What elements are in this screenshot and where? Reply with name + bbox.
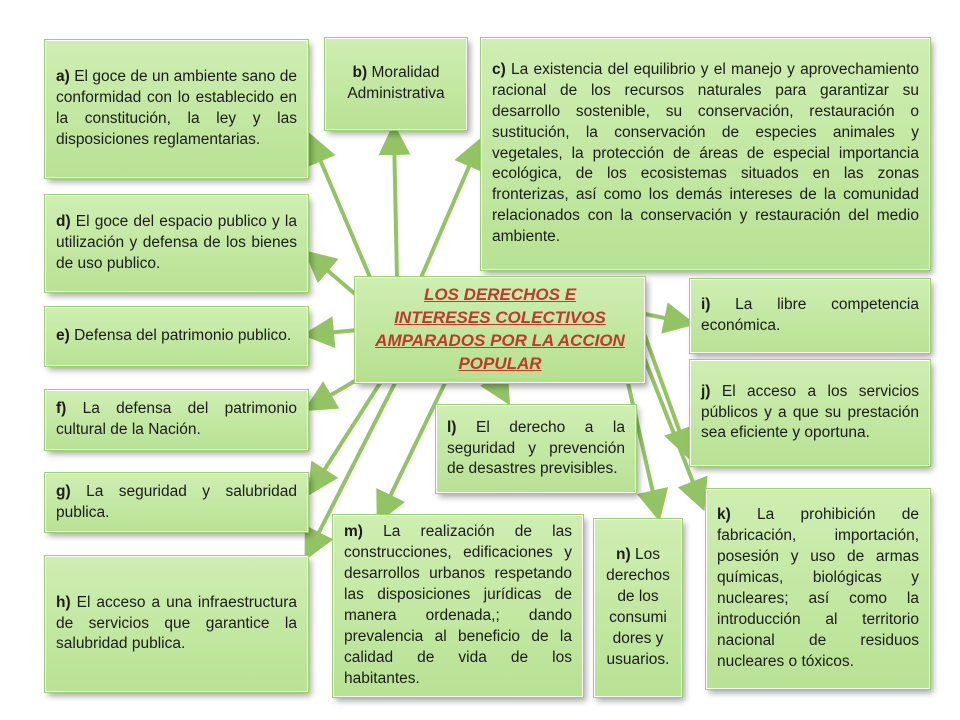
letter-m: m): [344, 523, 363, 541]
arrow-to-i: [645, 314, 684, 322]
letter-l: l): [447, 418, 457, 436]
text-b: Moralidad Administrativa: [347, 64, 445, 102]
letter-g: g): [56, 482, 71, 500]
text-j: El acceso a los servicios públicos y a que su prestación sea eficiente y oportuna.: [701, 382, 920, 442]
central-title-text: LOS DERECHOS E INTERESES COLECTIVOS AMPARADOS POR LA ACCION POPULAR: [375, 285, 625, 373]
letter-n: n): [616, 546, 631, 564]
box-a: [45, 40, 308, 178]
text-d: El goce del espacio publico y la utilización y defensa de los bienes de uso publico.: [56, 213, 297, 272]
letter-e: e): [56, 327, 70, 345]
letter-h: h): [56, 593, 71, 611]
box-n: [594, 519, 682, 697]
letter-c: c): [492, 60, 506, 78]
letter-b: b): [352, 64, 368, 82]
text-i: La libre competencia económica.: [701, 296, 919, 334]
text-c: La existencia del equilibrio y el manejo y aprovechamiento racional de los recursos naturales para garantizar su desarrollo sostenible, su conservación, restauración o sustitución, la conservación de especies animales y vegetales, la protección de áreas de especial importancia ecológica, de los ecosistemas situados en las zonas fronterizas, así como los demás intereses de la comunidad relacionados con la conservación y restauración del medio ambiente.: [492, 60, 919, 246]
box-b: [325, 38, 467, 130]
text-m: La realización de las construcciones, edificaciones y desarrollos urbanos respetando las disposiciones jurídicas de manera ordenada,; dando prevalencia al beneficio de la calidad de vida de los habitantes.: [344, 523, 573, 687]
text-n: Los derechos de los consumi dores y usuarios.: [606, 546, 670, 668]
letter-j: j): [701, 382, 711, 400]
box-h: [45, 556, 308, 692]
box-l: [436, 405, 636, 493]
letter-i: i): [701, 296, 711, 314]
arrow-to-l: [497, 383, 504, 395]
letter-k: k): [717, 506, 731, 524]
box-f: [45, 390, 308, 450]
central-title: [355, 277, 645, 383]
arrow-to-b: [394, 135, 397, 278]
box-c: [481, 38, 930, 270]
box-m: [333, 515, 583, 697]
letter-a: a): [56, 68, 70, 86]
text-l: El derecho a la seguridad y prevención de desastres previsibles.: [447, 418, 625, 478]
text-e: Defensa del patrimonio publico.: [74, 327, 292, 345]
arrow-to-c: [420, 148, 477, 280]
text-g: La seguridad y salubridad publica.: [56, 482, 298, 521]
text-k: La prohibición de fabricación, importación, posesión y uso de armas químicas, biológicas y nucleares; así como la introducción al territorio nacional de residuos nucleares o tóxicos.: [717, 506, 919, 670]
arrow-to-j: [645, 336, 686, 449]
box-k: [706, 489, 930, 689]
text-h: El acceso a una infraestructura de servicios que garantice la salubridad publica.: [56, 593, 297, 653]
arrow-to-g: [314, 380, 382, 486]
box-j: [690, 360, 930, 466]
letter-d: d): [56, 213, 71, 231]
letter-f: f): [56, 400, 67, 418]
box-g: [45, 473, 308, 532]
text-f: La defensa del patrimonio cultural de la Nación.: [56, 400, 297, 438]
box-i: [690, 279, 930, 353]
box-e: [45, 307, 308, 366]
arrow-to-e: [314, 330, 358, 334]
box-d: [45, 195, 308, 292]
arrow-to-a: [313, 143, 372, 282]
text-a: El goce de un ambiente sano de conformidad con lo establecido en la constitución, la ley y las disposiciones reglamentarias.: [56, 68, 297, 148]
